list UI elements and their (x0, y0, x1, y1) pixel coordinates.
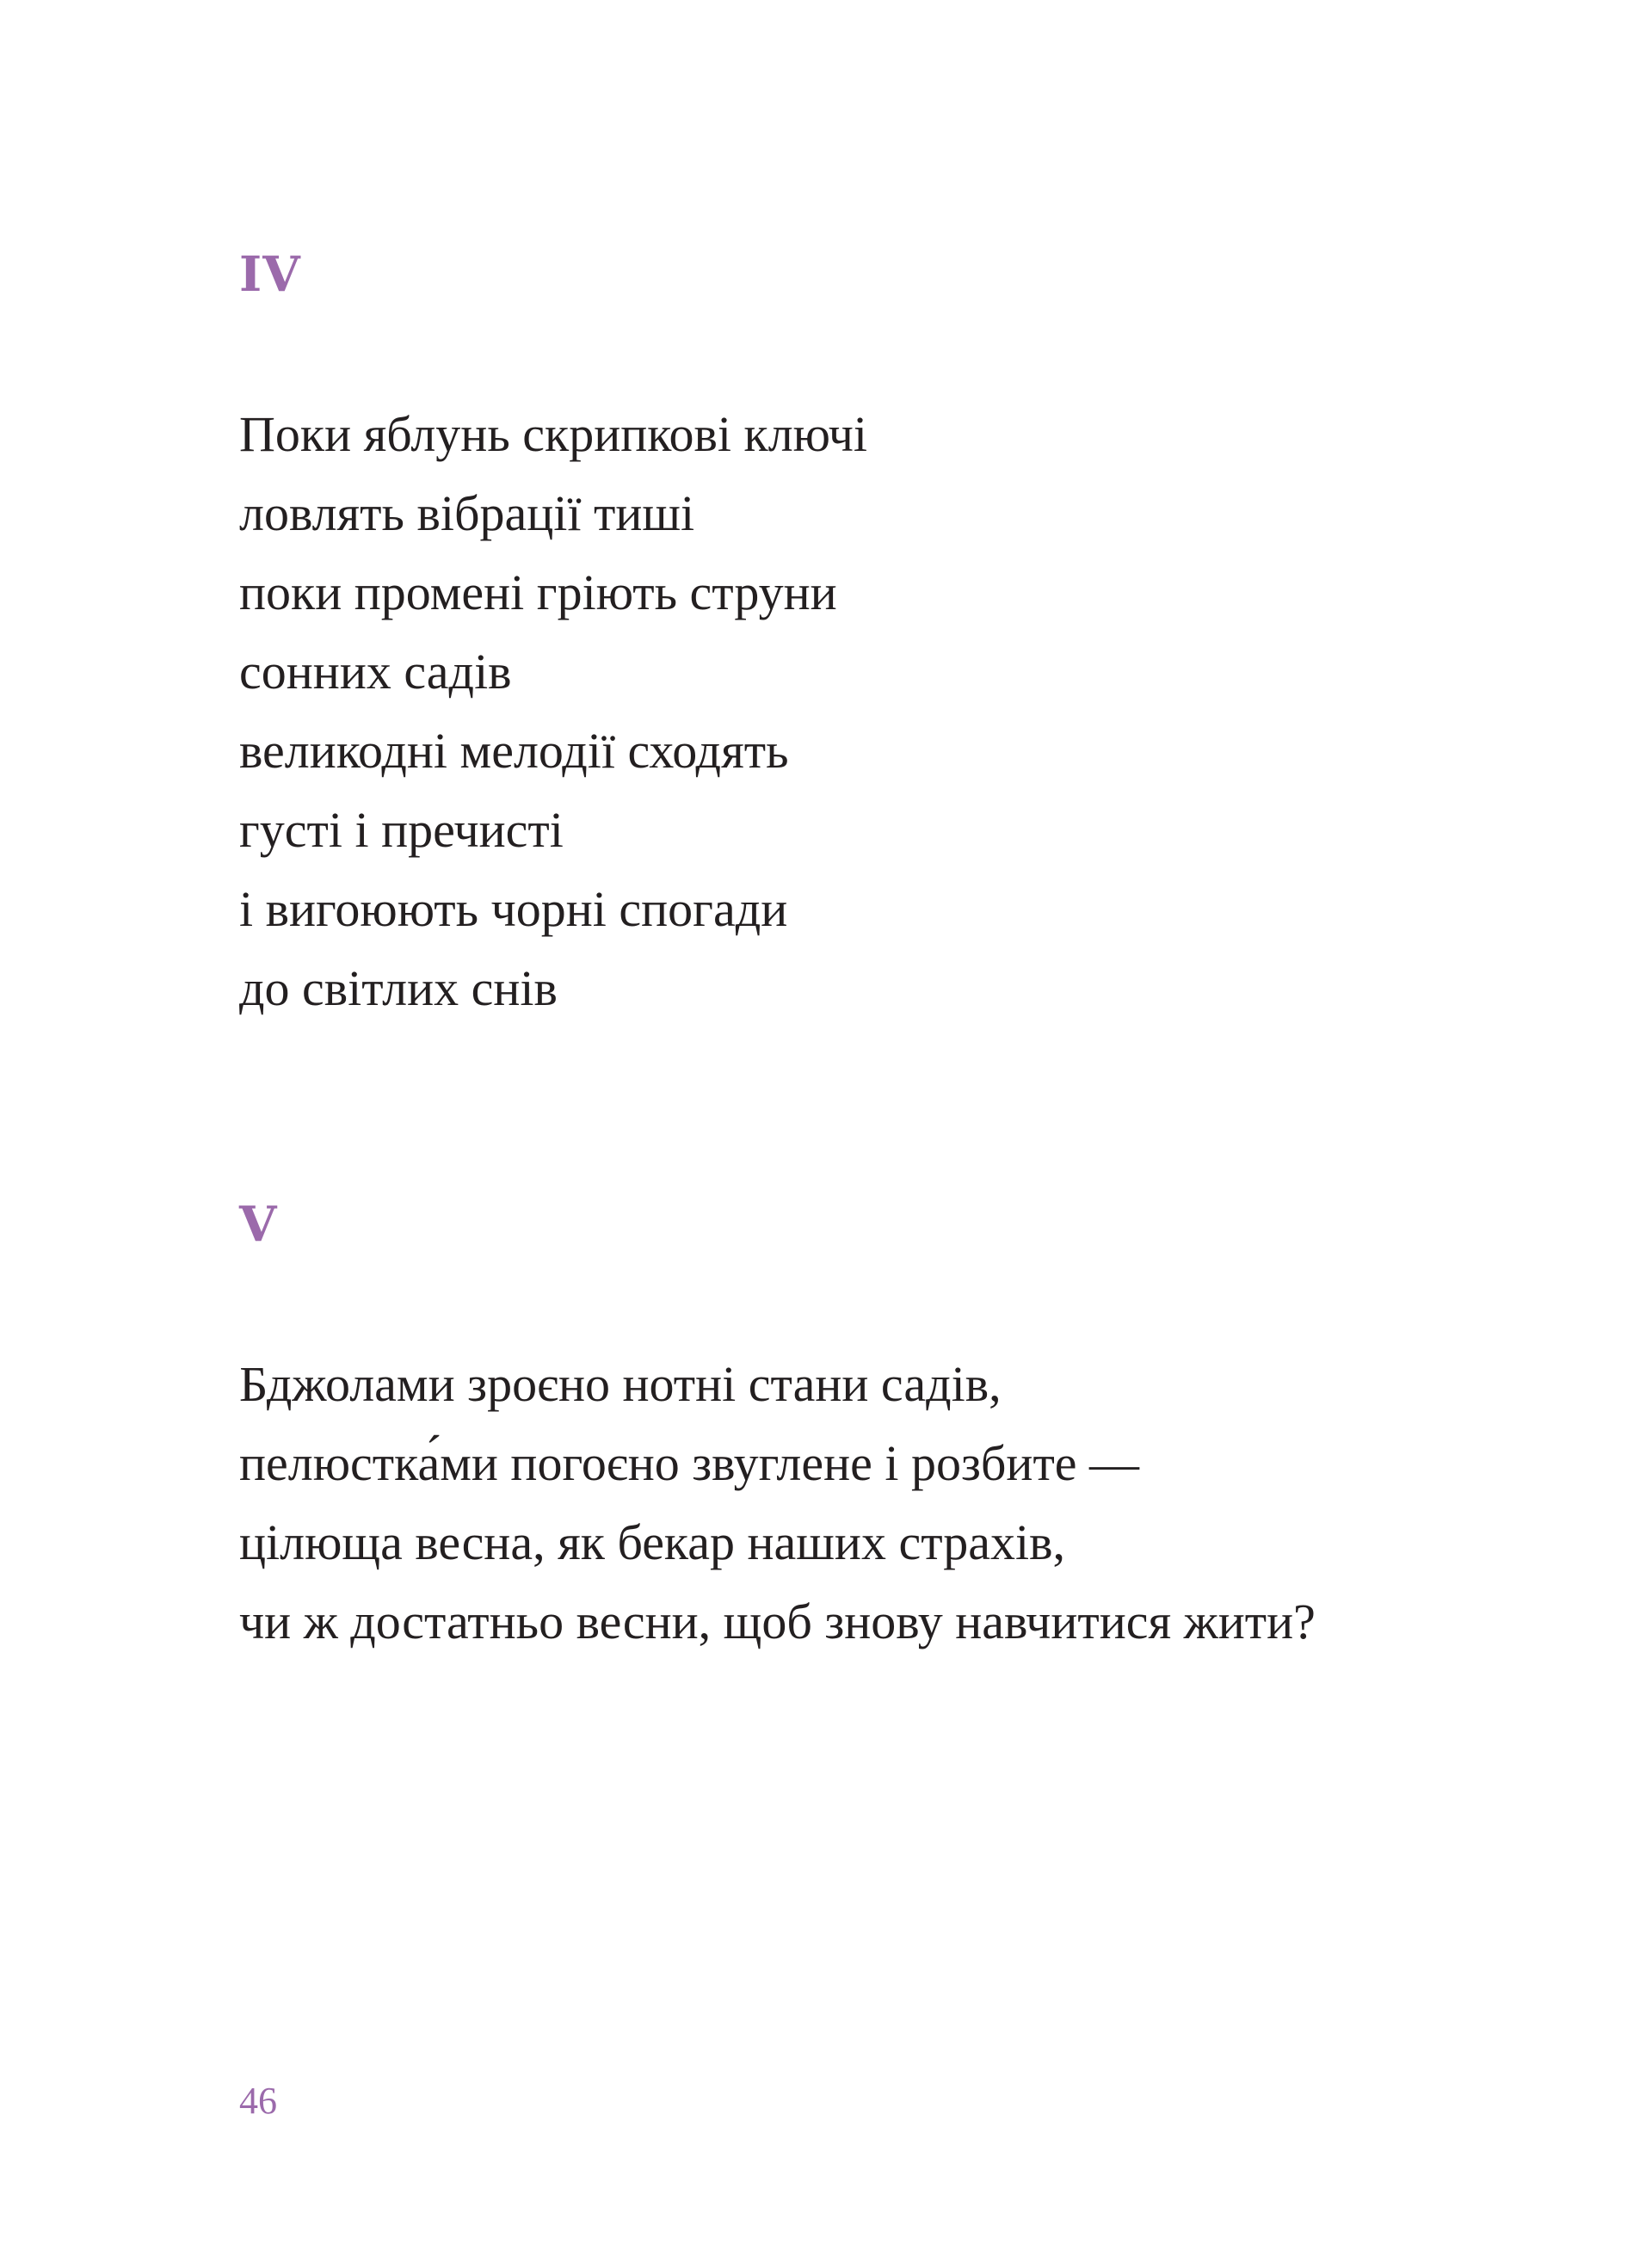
poem-line: чи ж достатньо весни, щоб знову навчитися жити? (239, 1594, 1316, 1649)
poem-line: великодні мелодії сходять (239, 723, 789, 779)
section-heading-v: V (239, 1196, 278, 1253)
poem-line: поки промені гріють струни (239, 564, 837, 620)
poem-line: ловлять вібрації тиші (239, 485, 695, 541)
poem-line: і вигоюють чорні спогади (239, 881, 788, 937)
poem-line: пелюстка́ми погоєно звуглене і розбите — (239, 1435, 1140, 1491)
page-number: 46 (239, 2080, 277, 2122)
section-heading-iv: IV (239, 246, 301, 303)
poem-line: до світлих снів (239, 960, 558, 1016)
poem-line: Поки яблунь скрипкові ключі (239, 406, 868, 462)
poem-line: густі і пречисті (239, 802, 564, 858)
poem-line: Бджолами зроєно нотні стани садів, (239, 1356, 1002, 1412)
stanza-v (239, 1345, 1316, 1661)
stanza-iv (239, 395, 867, 1028)
poem-line: сонних садів (239, 644, 512, 700)
poem-line: цілюща весна, як бекар наших страхів, (239, 1514, 1066, 1570)
